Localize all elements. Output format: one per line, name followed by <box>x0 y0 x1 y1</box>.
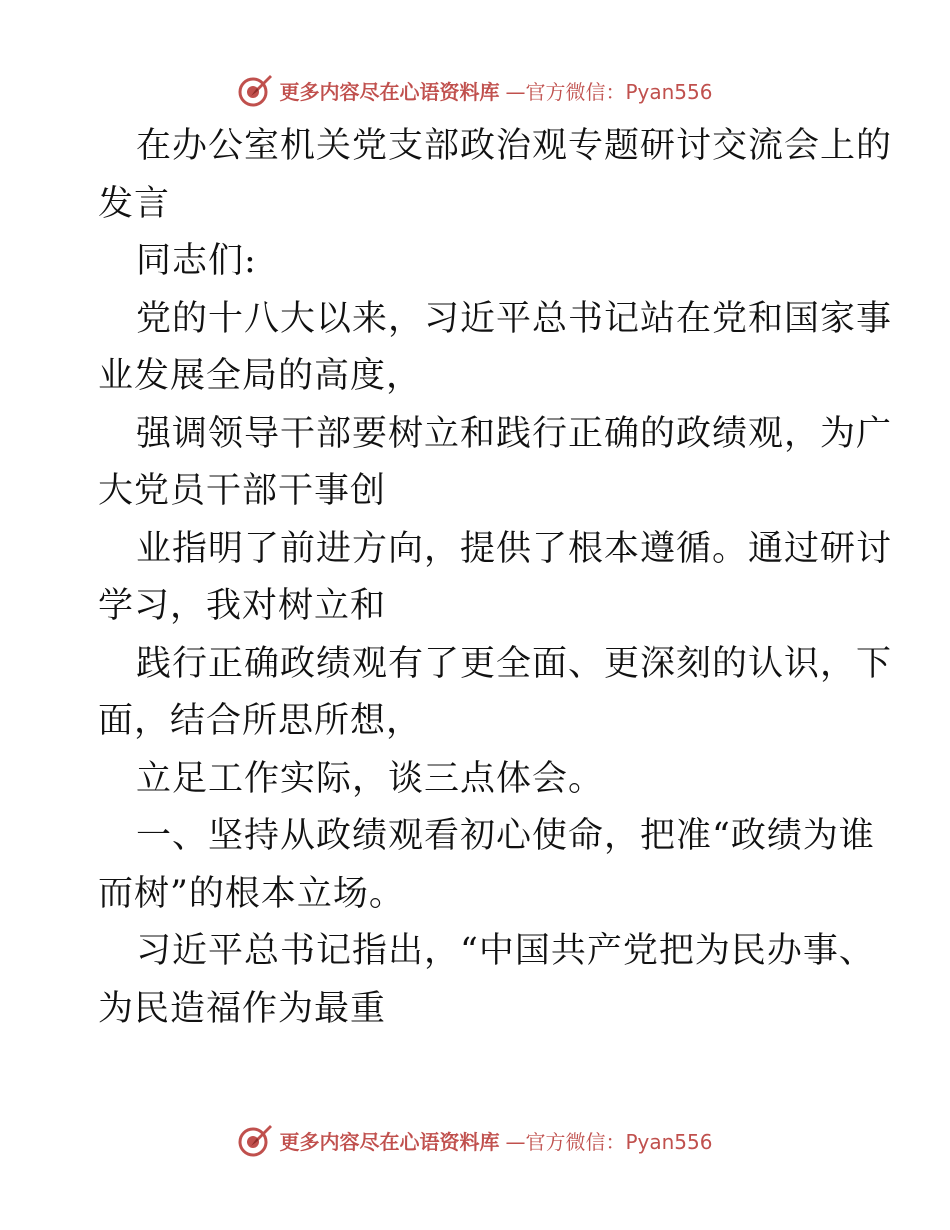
footer-banner <box>0 1120 950 1160</box>
pen-logo-icon <box>237 1122 273 1158</box>
footer-banner-sub-text: —官方微信：Pyan556 <box>505 1129 713 1154</box>
paragraph-line: 面，结合所思所想， <box>98 701 423 741</box>
title-line-2: 发言 <box>98 183 171 224</box>
paragraph-line: 业发展全局的高度， <box>98 356 423 396</box>
paragraph-line: 党的十八大以来，习近平总书记站在党和国家事 <box>136 298 893 339</box>
section-heading-line: 而树”的根本立场。 <box>98 873 405 914</box>
paragraph-line: 强调领导干部要树立和践行正确的政绩观，为广 <box>136 413 893 454</box>
header-banner-main-text: 更多内容尽在心语资料库 <box>279 79 500 104</box>
paragraph-line: 立足工作实际，谈三点体会。 <box>136 758 605 799</box>
paragraph-line: 践行正确政绩观有了更全面、更深刻的认识，下 <box>136 643 893 684</box>
pen-logo-icon <box>237 72 273 108</box>
header-banner <box>0 70 950 110</box>
header-banner-sub-text: —官方微信：Pyan556 <box>505 79 713 104</box>
title-line-1: 在办公室机关党支部政治观专题研讨交流会上的 <box>136 126 893 166</box>
footer-banner-main-text: 更多内容尽在心语资料库 <box>279 1129 500 1154</box>
salutation: 同志们: <box>136 241 257 281</box>
paragraph-line: 大党员干部干事创 <box>98 471 387 511</box>
paragraph-line: 业指明了前进方向，提供了根本遵循。通过研讨 <box>136 528 893 569</box>
paragraph-line: 习近平总书记指出，“中国共产党把为民办事、 <box>136 931 875 971</box>
paragraph-line: 为民造福作为最重 <box>98 988 387 1029</box>
document-body <box>98 118 893 1038</box>
section-heading-line: 一、坚持从政绩观看初心使命，把准“政绩为谁 <box>136 816 875 856</box>
paragraph-line: 学习，我对树立和 <box>98 586 387 626</box>
